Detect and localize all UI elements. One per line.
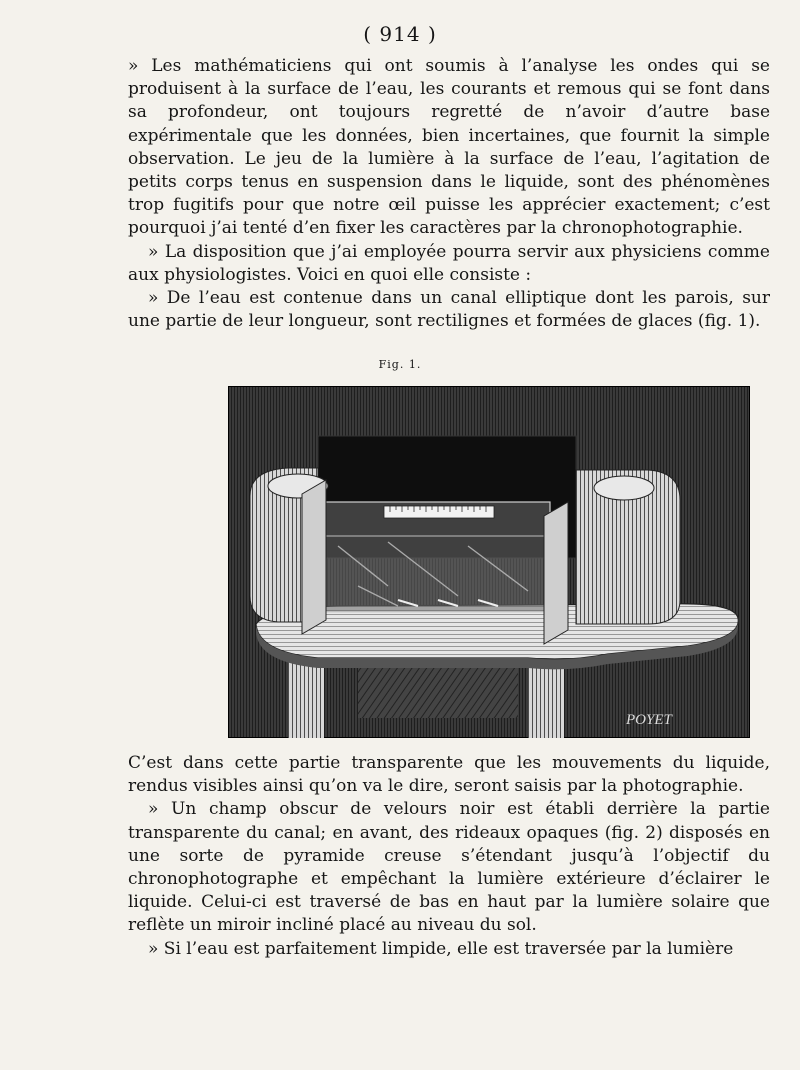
table-leg — [528, 658, 564, 738]
paragraph: » La disposition que j’ai employée pourra servir aux physiciens comme aux physiologistes. Voici en quoi elle consiste : — [128, 241, 770, 285]
text-block-top — [128, 55, 770, 333]
table-leg — [288, 658, 324, 738]
page-number: ( 914 ) — [363, 22, 437, 46]
figure-engraving — [228, 386, 750, 738]
text-block-bottom — [128, 752, 770, 961]
engraver-signature: POYET — [626, 712, 672, 728]
paragraph: C’est dans cette partie transparente que les mouvements du liquide, rendus visibles ainsi qu’on va le dire, seront saisis par la photographie. — [128, 753, 770, 797]
graduated-scale — [384, 506, 494, 518]
paragraph: » Les mathématiciens qui ont soumis à l’analyse les ondes qui se produisent à la surface de l’eau, les courants et remous qui se font dans sa profondeur, ont toujours regretté de n’avoir d’autre base expérimentale que les données, bien incertaines, que fournit la simple observation. Le jeu de la lumière à la surface de l’eau, l’agitation de petits corps tenus en suspension dans le liquide, sont des phénomènes trop fugitifs pour que notre œil puisse les apprécier exactement; c’est pourquoi j’ai tenté d’en fixer les caractères par la chronophotographie. — [128, 56, 770, 239]
paragraph: » De l’eau est contenue dans un canal elliptique dont les parois, sur une partie de leur longueur, sont rectilignes et formées de glaces (fig. 1). — [128, 288, 770, 332]
figure-caption: Fig. 1. — [378, 358, 422, 371]
paragraph: » Un champ obscur de velours noir est établi derrière la partie transparente du canal; en avant, des rideaux opaques (fig. 2) disposés en une sorte de pyramide creuse s’étendant jusqu’à l’objectif du chronophotographe et empêchant la lumière extérieure d’éclairer le liquide. Celui-ci est traversé de bas en haut par la lumière solaire que reflète un miroir incliné placé au niveau du sol. — [128, 799, 770, 936]
paragraph: » Si l’eau est parfaitement limpide, elle est traversée par la lumière — [148, 938, 734, 959]
glass-plate-right — [544, 502, 568, 644]
glass-plate-left — [302, 480, 326, 634]
